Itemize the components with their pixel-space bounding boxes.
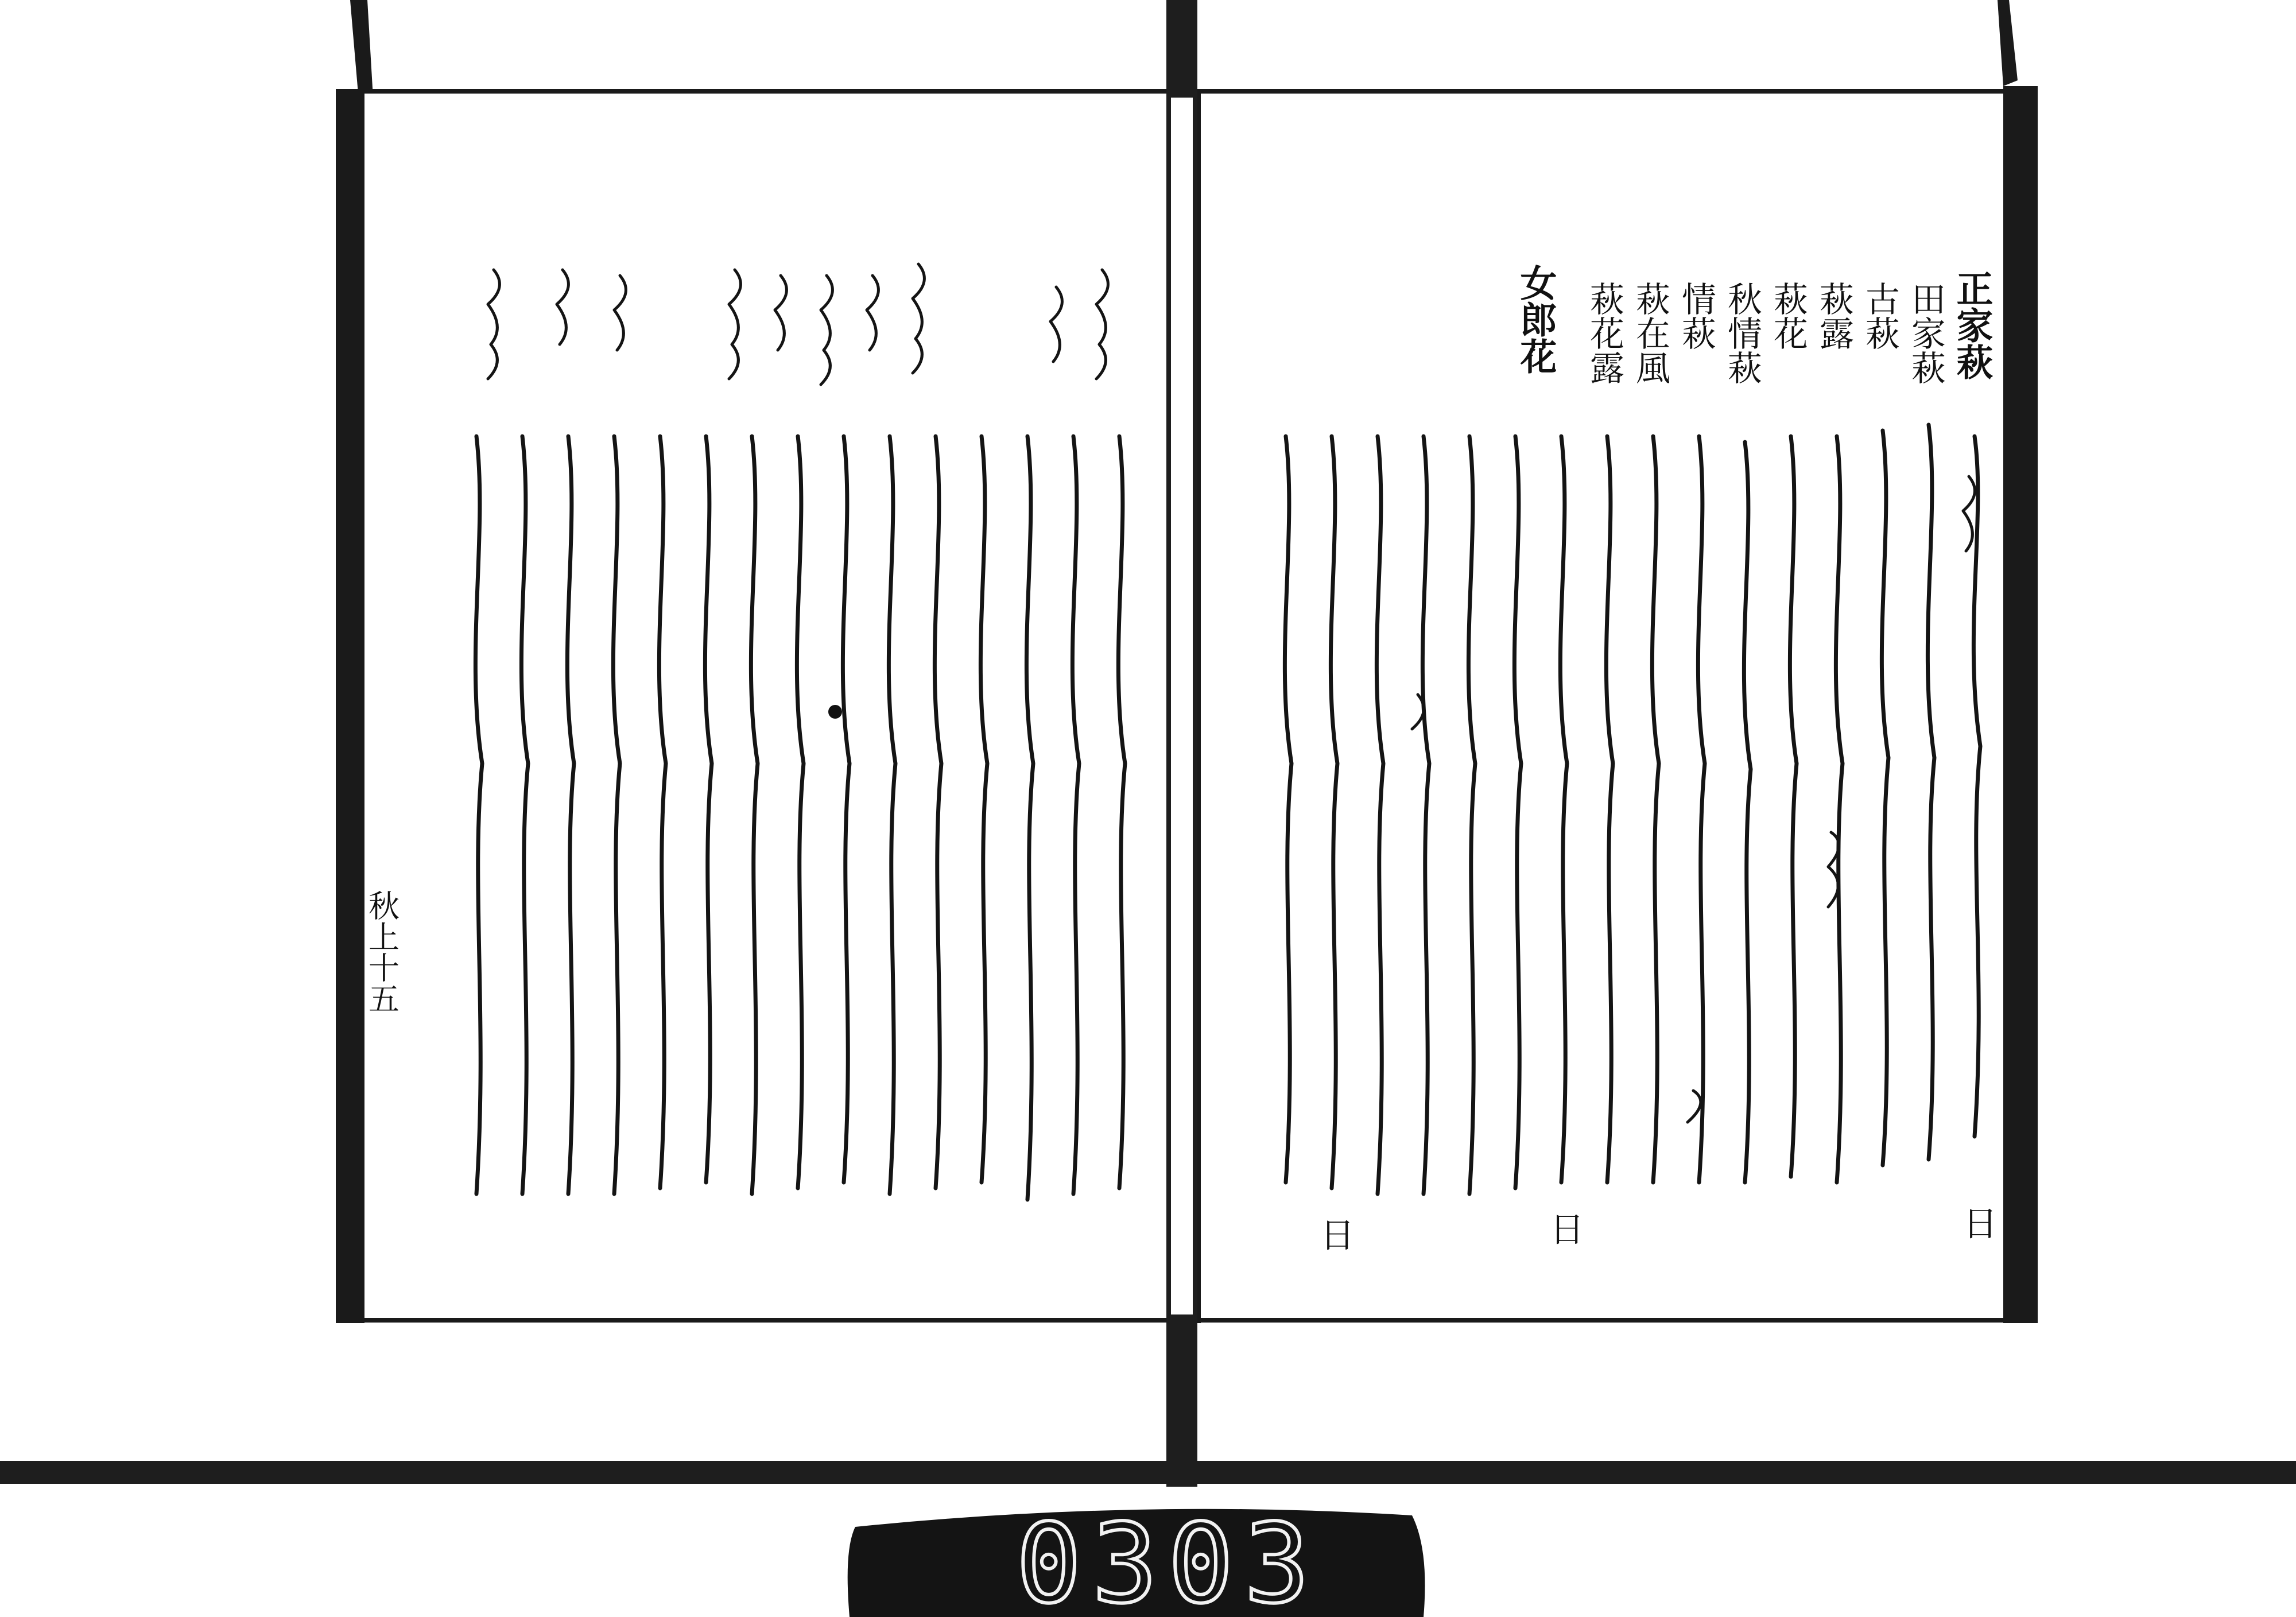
heading-3: 萩露 bbox=[1814, 281, 1854, 350]
scan-bottom-rule bbox=[0, 1461, 2296, 1484]
mark-2: 日 bbox=[1314, 1217, 1355, 1251]
heading-0: 正家萩 bbox=[1950, 270, 1994, 380]
heading-2: 古萩 bbox=[1860, 281, 1900, 350]
left-page-paper bbox=[364, 92, 1182, 1320]
heading-6: 情萩 bbox=[1676, 281, 1716, 350]
heading-8: 萩花露 bbox=[1584, 281, 1624, 385]
right-page-edge bbox=[2003, 86, 2038, 1323]
mark-1: 日 bbox=[1544, 1211, 1584, 1246]
gutter-gap bbox=[1171, 98, 1193, 1314]
right-page bbox=[1196, 86, 2038, 1323]
heading-5: 秋情萩 bbox=[1722, 281, 1762, 385]
ink-blot bbox=[828, 705, 842, 719]
left-page-edge bbox=[336, 89, 364, 1323]
heading-1: 田家萩 bbox=[1906, 281, 1946, 385]
frame-counter-value: 0303 bbox=[1016, 1500, 1320, 1617]
right-page-headings bbox=[1514, 264, 1994, 385]
heading-4: 萩花 bbox=[1768, 281, 1808, 350]
heading-7: 萩在風 bbox=[1630, 281, 1670, 385]
left-page bbox=[336, 89, 1186, 1323]
left-folio: 秋上十五 bbox=[363, 890, 400, 1014]
mark-0: 日 bbox=[1957, 1205, 1998, 1240]
heading-9: 女郎花 bbox=[1514, 264, 1557, 374]
